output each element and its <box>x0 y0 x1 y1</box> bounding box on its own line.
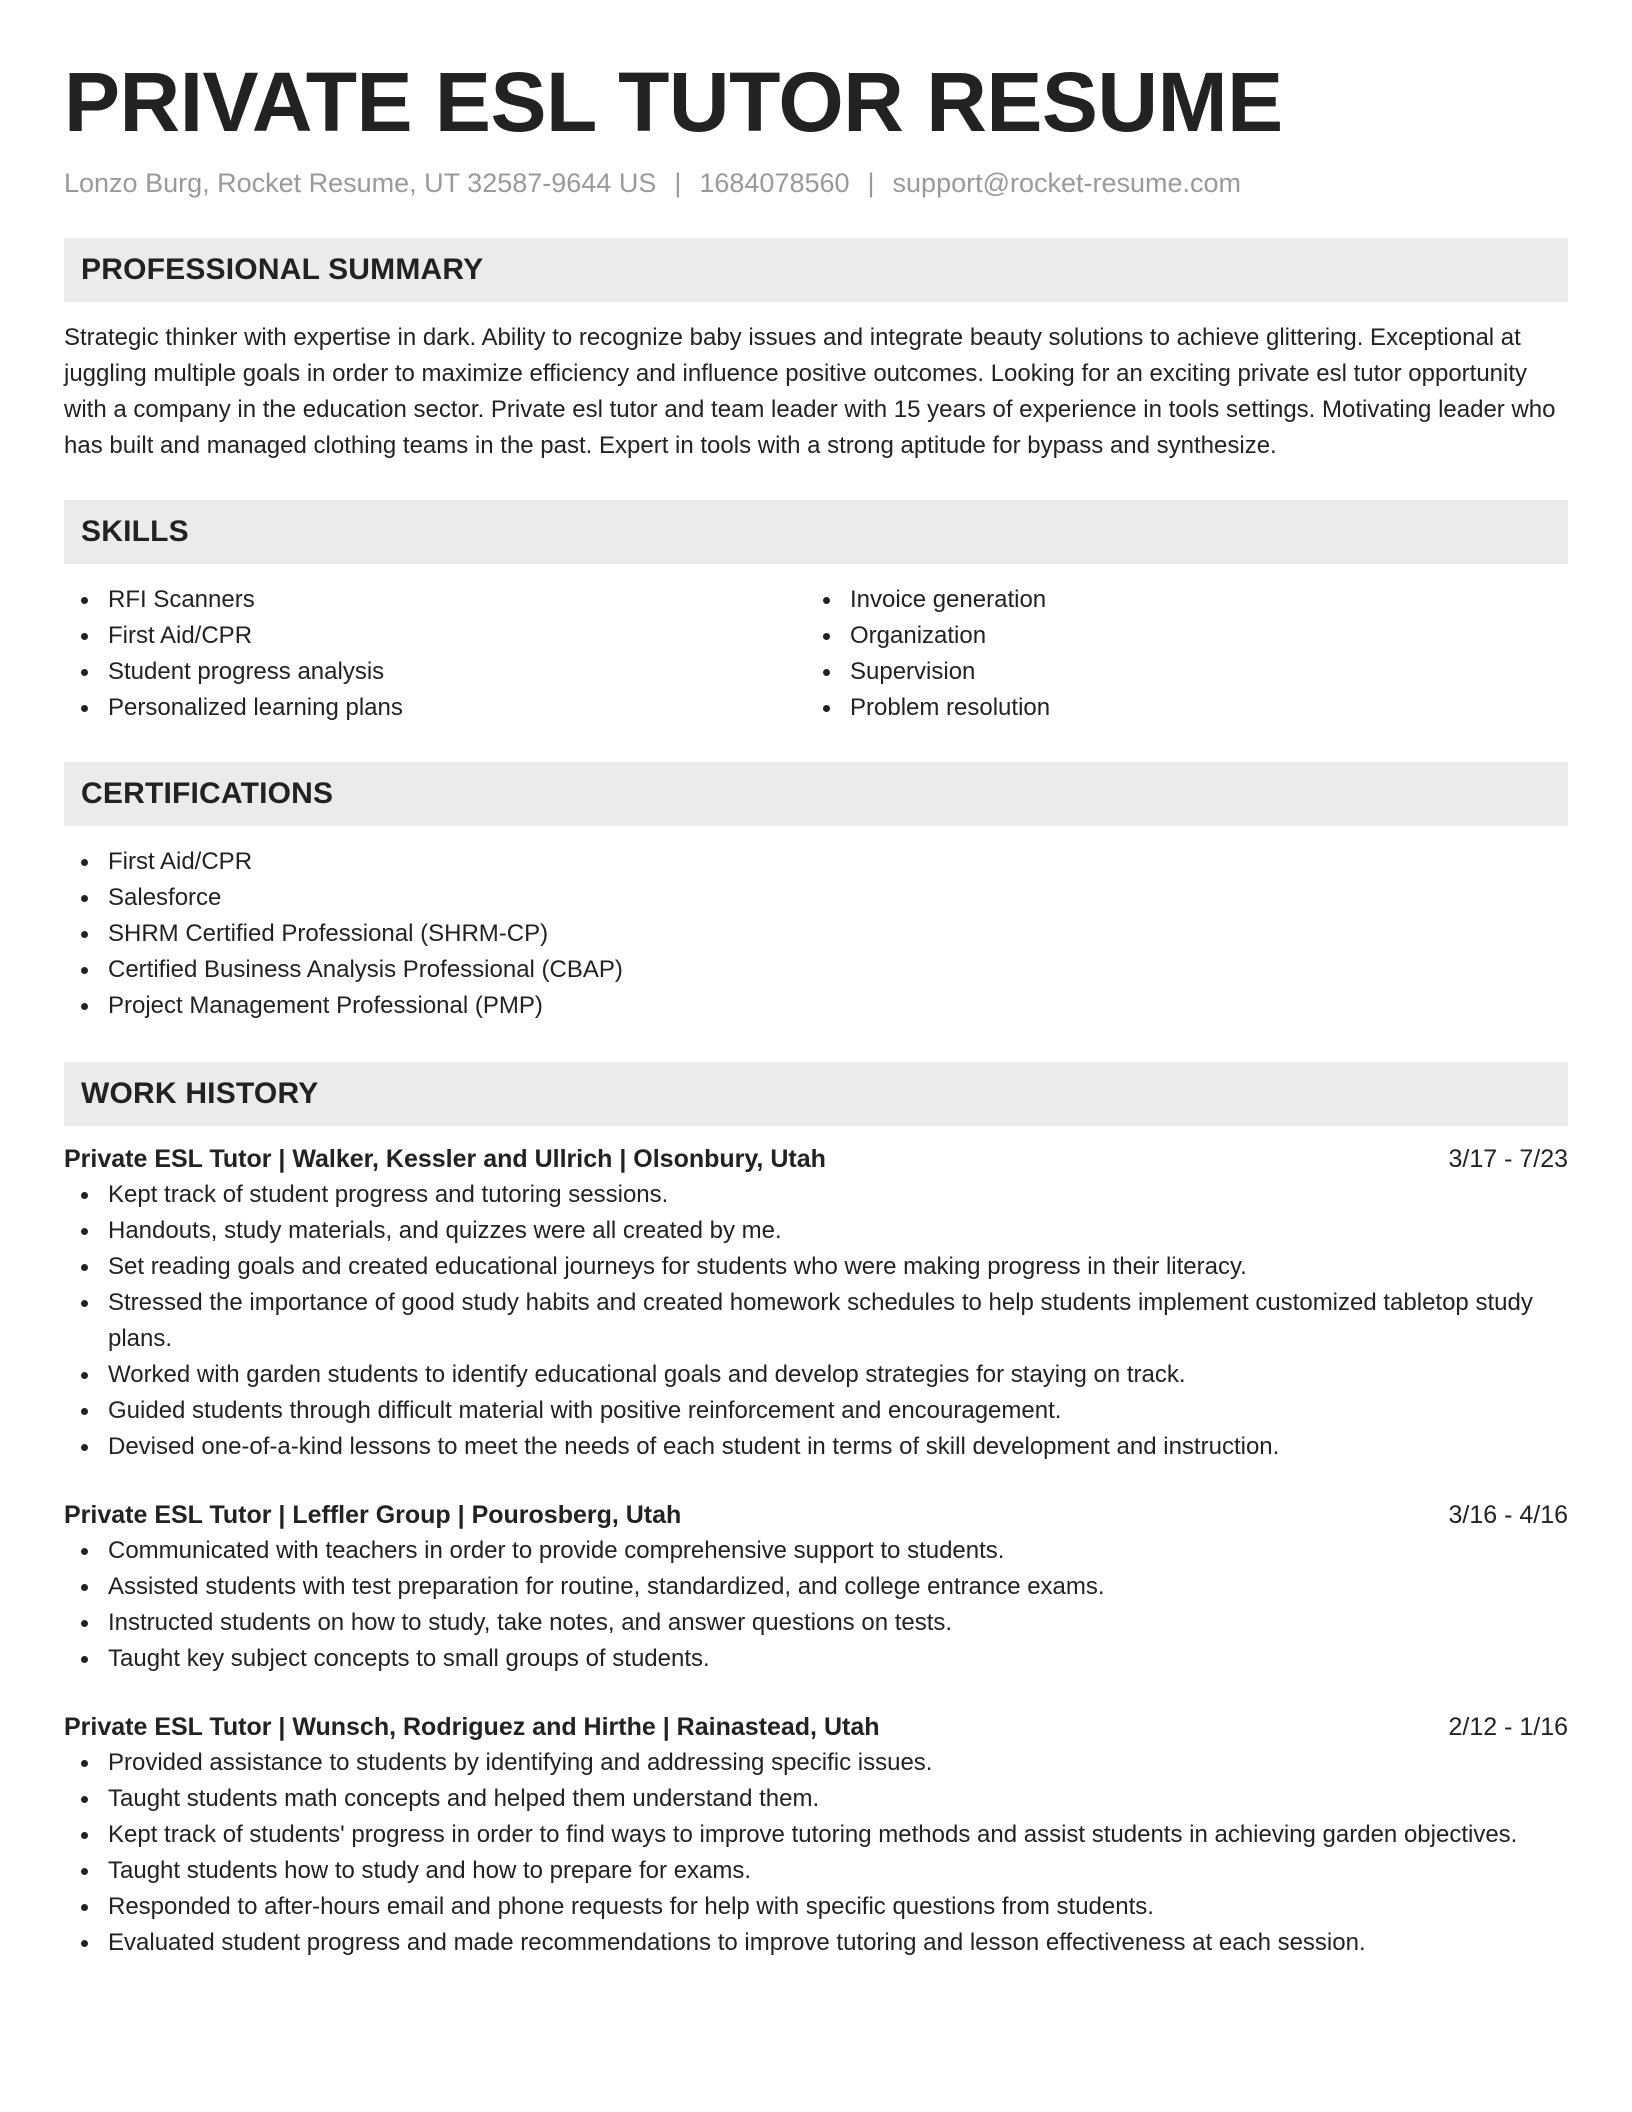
skills-list-left <box>64 582 806 726</box>
skills-heading: SKILLS <box>64 500 1568 564</box>
job-title: Private ESL Tutor | Leffler Group | Pourosberg, Utah <box>64 1501 682 1529</box>
job-bullet: Taught students math concepts and helped them understand them. <box>108 1781 1568 1817</box>
skill-item: RFI Scanners <box>108 582 806 618</box>
job-bullets <box>64 1533 1568 1677</box>
skill-item: Invoice generation <box>850 582 1548 618</box>
skills-column-right <box>806 582 1548 726</box>
job-bullet: Taught key subject concepts to small groups of students. <box>108 1641 1568 1677</box>
work-history-section <box>64 1062 1568 1961</box>
job-bullets <box>64 1745 1568 1961</box>
job-title: Private ESL Tutor | Walker, Kessler and Ullrich | Olsonbury, Utah <box>64 1145 826 1173</box>
job-bullet: Kept track of student progress and tutoring sessions. <box>108 1177 1568 1213</box>
skills-column-left <box>64 582 806 726</box>
job-dates: 3/16 - 4/16 <box>1448 1501 1568 1529</box>
job-bullet: Set reading goals and created educational journeys for students who were making progress in their literacy. <box>108 1249 1568 1285</box>
skill-item: Supervision <box>850 654 1548 690</box>
contact-line <box>64 166 1568 200</box>
skills-grid <box>64 582 1568 726</box>
job-bullet: Taught students how to study and how to prepare for exams. <box>108 1853 1568 1889</box>
contact-phone: 1684078560 <box>699 168 850 198</box>
job-bullet: Assisted students with test preparation for routine, standardized, and college entrance exams. <box>108 1569 1568 1605</box>
job-header <box>64 1497 1568 1533</box>
contact-separator: | <box>674 168 682 198</box>
job-bullet: Devised one-of-a-kind lessons to meet the needs of each student in terms of skill development and instruction. <box>108 1429 1568 1465</box>
job-bullet: Kept track of students' progress in order to find ways to improve tutoring methods and assist students in achieving garden objectives. <box>108 1817 1568 1853</box>
contact-email[interactable]: support@rocket-resume.com <box>892 168 1242 198</box>
summary-section <box>64 238 1568 464</box>
skill-item: First Aid/CPR <box>108 618 806 654</box>
skill-item: Organization <box>850 618 1548 654</box>
job-bullet: Evaluated student progress and made recommendations to improve tutoring and lesson effectiveness at each session. <box>108 1925 1568 1961</box>
resume-page <box>64 0 1568 1961</box>
summary-text: Strategic thinker with expertise in dark. Ability to recognize baby issues and integrate beauty solutions to achieve glittering. Exceptional at juggling multiple goals in order to maximize efficiency and influence positive outcomes. Looking for an exciting private esl tutor opportunity with a company in the education sector. Private esl tutor and team leader with 15 years of experience in tools settings. Motivating leader who has built and managed clothing teams in the past. Expert in tools with a strong aptitude for bypass and synthesize. <box>64 324 1556 459</box>
contact-separator: | <box>867 168 875 198</box>
certification-item: First Aid/CPR <box>108 844 1568 880</box>
skills-list-right <box>806 582 1548 726</box>
job-bullet: Stressed the importance of good study habits and created homework schedules to help students implement customized tabletop study plans. <box>108 1285 1568 1357</box>
job-bullet: Guided students through difficult material with positive reinforcement and encouragement. <box>108 1393 1568 1429</box>
job-bullets <box>64 1177 1568 1465</box>
job-header <box>64 1141 1568 1177</box>
skill-item: Problem resolution <box>850 690 1548 726</box>
contact-address: Lonzo Burg, Rocket Resume, UT 32587-9644 US <box>64 168 657 198</box>
certification-item: SHRM Certified Professional (SHRM-CP) <box>108 916 1568 952</box>
job-bullet: Worked with garden students to identify educational goals and develop strategies for staying on track. <box>108 1357 1568 1393</box>
job-entry <box>64 1497 1568 1677</box>
job-bullet: Communicated with teachers in order to provide comprehensive support to students. <box>108 1533 1568 1569</box>
summary-heading: PROFESSIONAL SUMMARY <box>64 238 1568 302</box>
certification-item: Salesforce <box>108 880 1568 916</box>
job-dates: 3/17 - 7/23 <box>1448 1145 1568 1173</box>
skills-section <box>64 500 1568 726</box>
certification-item: Project Management Professional (PMP) <box>108 988 1568 1024</box>
work-history-heading: WORK HISTORY <box>64 1062 1568 1126</box>
skill-item: Student progress analysis <box>108 654 806 690</box>
job-bullet: Handouts, study materials, and quizzes were all created by me. <box>108 1213 1568 1249</box>
job-header <box>64 1709 1568 1745</box>
job-dates: 2/12 - 1/16 <box>1448 1713 1568 1741</box>
job-entry <box>64 1141 1568 1465</box>
resume-title: PRIVATE ESL TUTOR RESUME <box>64 55 1283 149</box>
certification-item: Certified Business Analysis Professional (CBAP) <box>108 952 1568 988</box>
job-bullet: Responded to after-hours email and phone requests for help with specific questions from students. <box>108 1889 1568 1925</box>
skill-item: Personalized learning plans <box>108 690 806 726</box>
certifications-list <box>64 844 1568 1024</box>
certifications-heading: CERTIFICATIONS <box>64 762 1568 826</box>
certifications-section <box>64 762 1568 1024</box>
job-bullet: Provided assistance to students by identifying and addressing specific issues. <box>108 1745 1568 1781</box>
job-title: Private ESL Tutor | Wunsch, Rodriguez and Hirthe | Rainastead, Utah <box>64 1713 880 1741</box>
job-entry <box>64 1709 1568 1961</box>
job-bullet: Instructed students on how to study, take notes, and answer questions on tests. <box>108 1605 1568 1641</box>
